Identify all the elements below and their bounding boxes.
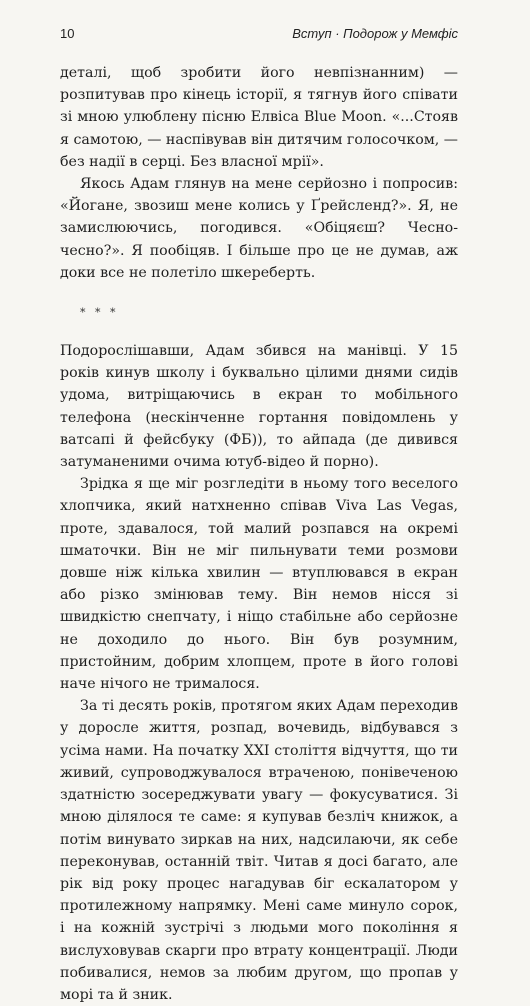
- paragraph-5: За ті десять років, протягом яких Адам переходив у доросле життя, розпад, вочевидь, відбувався з усіма нами. На початку XXI століття відчуття, що ти живий, супроводжувалося втраченою, понівеченою здатністю зосереджувати увагу — фокусуватися. Зі мною ділялося те саме: я купував безліч книжок, а потім винувато зиркав на них, надсилаючи, як себе переконував, останній твіт. Читав я досі багато, але рік від року процес нагадував біг ескалатором у протилежному напрямку. Мені саме минуло сорок, і на кожній зустрічі з людьми мого покоління я вислуховував скарги про втрату концентрації. Люди побивалися, немов за любим другом, що пропав у морі та й зник.: [60, 698, 458, 1003]
- page-header: [60, 26, 458, 50]
- paragraph-3: Подорослішавши, Адам збився на манівці. У 15 років кинув школу і буквально цілими днями сидів удома, витріщаючись в екран то мобільного телефона (нескінченне гортання повідомлень у ватсапі й фейсбуку (ФБ)), то айпада (де дивився затуманеними очима ютуб-відео й порно).: [60, 343, 458, 471]
- section-break: [60, 284, 458, 340]
- paragraph-2: Якось Адам глянув на мене серйозно і попросив: «Йогане, звозиш мене колись у Ґрейсленд?». Я, не замислюючись, погодився. «Обіцяєш? Чесно-чесно?». Я пообіцяв. І більше про це не думав, аж доки все не полетіло шкереберть.: [60, 176, 458, 281]
- section-break-asterisks: * * *: [80, 306, 119, 320]
- page-number: 10: [60, 26, 75, 41]
- running-head: Вступ · Подорож у Мемфіс: [292, 26, 458, 41]
- body-text: [60, 62, 458, 1006]
- paragraph-4: Зрідка я ще міг розгледіти в ньому того веселого хлопчика, який натхненно співав Viva Las Vegas, проте, здавалося, той малий розпався на окремі шматочки. Він не міг пильнувати теми розмови довше ніж кілька хвилин — втуплювався в екран або різко змінював тему. Він немов нісся зі швидкістю снепчату, і ніщо стабільне або серйозне не доходило до нього. Він був розумним, пристойним, добрим хлопцем, проте в його голові наче нічого не трималося.: [60, 476, 458, 693]
- paragraph-1: деталі, щоб зробити його невпізнанним) — розпитував про кінець історії, я тягнув його співати зі мною улюблену пісню Елвіса Blue Moon. «...Стояв я самотою, — наспівував він дитячим голосочком, — без надії в серці. Без власної мрії».: [60, 65, 458, 170]
